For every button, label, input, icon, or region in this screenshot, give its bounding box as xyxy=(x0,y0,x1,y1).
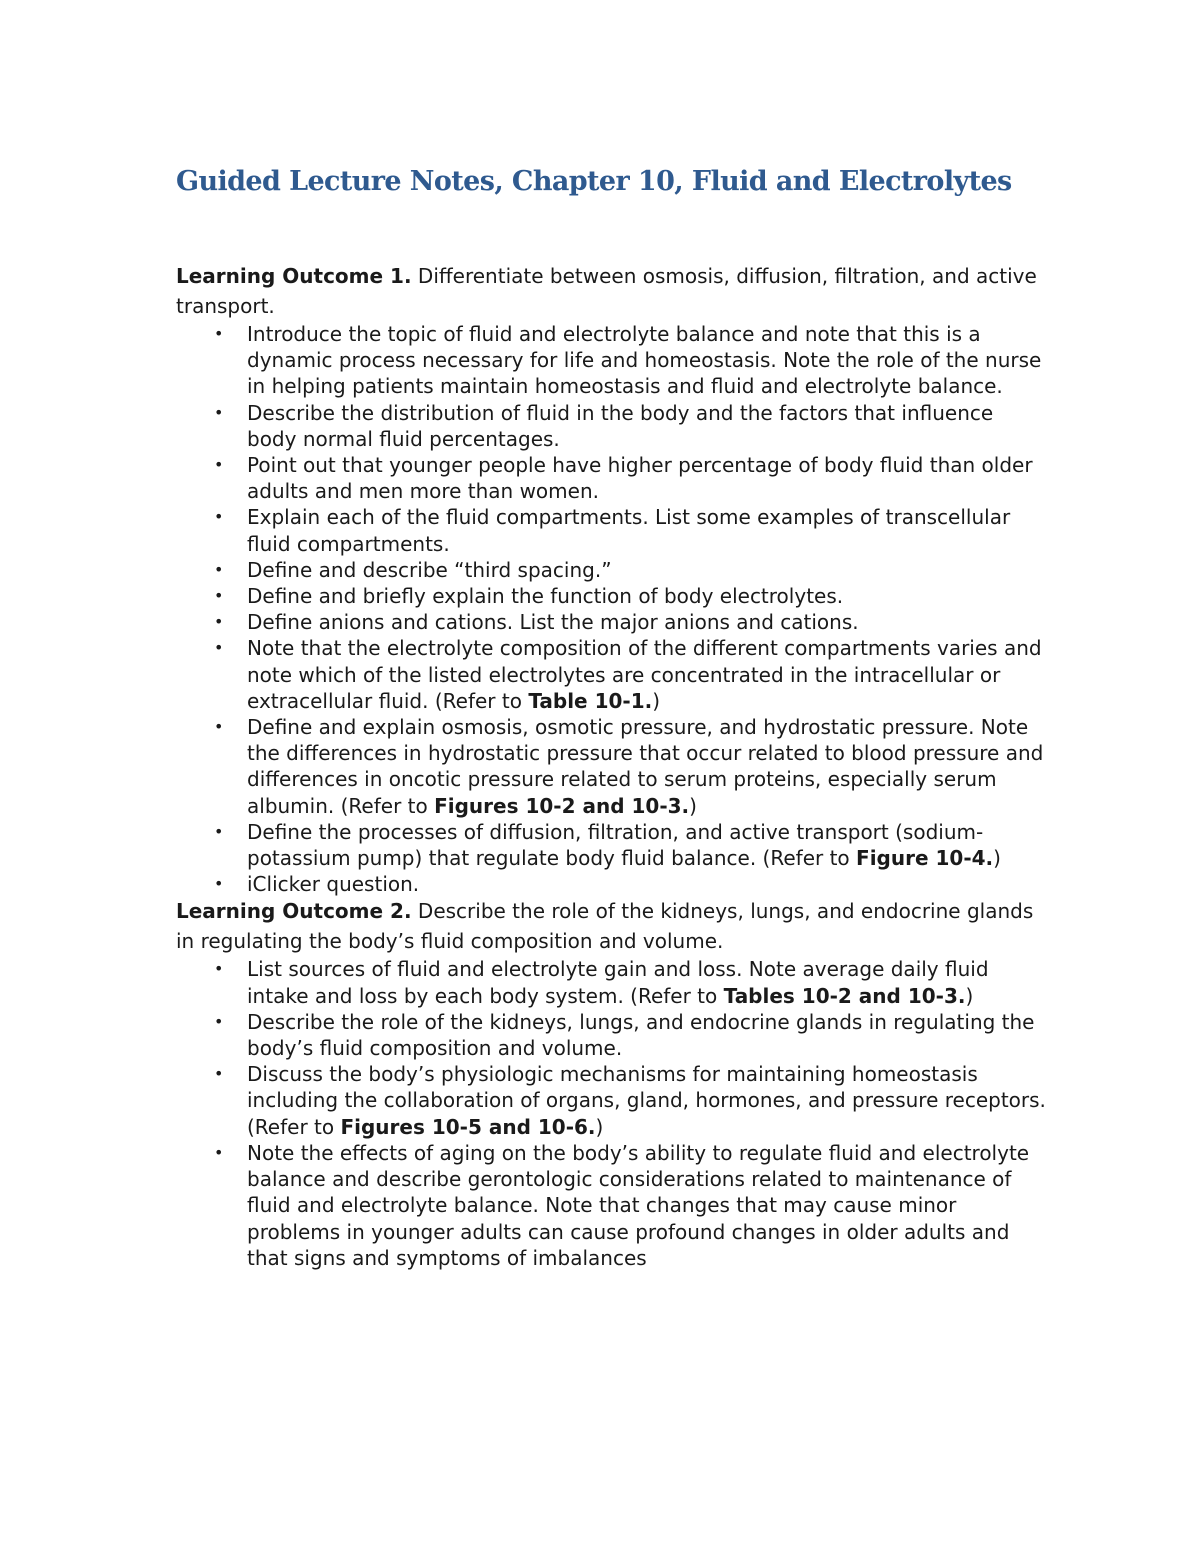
list-item-text: ) xyxy=(689,793,697,818)
list-item xyxy=(214,956,1046,1008)
list-item-text: ) xyxy=(652,688,661,713)
list-item xyxy=(214,1009,1046,1061)
list-item-text: Discuss the body’s physiologic mechanisms for maintaining homeostasis including the collaboration of organs, gland, hormones, and pressure receptors. (Refer to xyxy=(247,1062,1046,1139)
bullet-icon: • xyxy=(214,959,224,979)
learning-outcome-text: Describe the role of the kidneys, lungs, and endocrine glands in regulating the body’s fluid composition and volume. xyxy=(176,899,1034,953)
bullet-icon: • xyxy=(214,324,224,343)
list-item xyxy=(214,714,1046,819)
learning-outcome-1 xyxy=(176,262,1046,321)
list-item xyxy=(214,1061,1046,1140)
bullet-icon: • xyxy=(214,507,224,527)
bullet-icon: • xyxy=(214,612,224,632)
learning-outcome-text: Differentiate between osmosis, diffusion, filtration, and active transport. xyxy=(176,264,1037,318)
list-item xyxy=(214,1140,1046,1271)
list-item-text: Define and explain osmosis, osmotic pressure, and hydrostatic pressure. Note the differences in hydrostatic pressure that occur related to blood pressure and differences in oncotic pressure related to serum proteins, especially serum albumin. (Refer to xyxy=(247,715,1044,818)
list-item xyxy=(214,400,1046,452)
list-item-text: iClicker question. xyxy=(247,872,420,897)
learning-outcome-label: Learning Outcome 2. xyxy=(176,899,412,924)
list-item-text: Define anions and cations. List the major anions and cations. xyxy=(247,610,859,635)
list-item-text: Define the processes of diffusion, filtration, and active transport (sodium-potassium pump) that regulate body fluid balance. (Refer to xyxy=(247,819,984,871)
list-item-text: Define and briefly explain the function of body electrolytes. xyxy=(247,584,844,609)
list-item xyxy=(214,609,1046,635)
list-item xyxy=(214,557,1046,583)
list-item-text: List sources of fluid and electrolyte gain and loss. Note average daily fluid intake and loss by each body system. (Refer to xyxy=(247,957,989,1008)
list-item xyxy=(214,452,1046,504)
figure-reference: Tables 10-2 and 10-3. xyxy=(723,983,966,1008)
bullet-icon: • xyxy=(214,1142,224,1162)
list-item xyxy=(214,321,1046,400)
bullet-icon: • xyxy=(214,874,224,894)
list-item-text: Note the effects of aging on the body’s ability to regulate fluid and electrolyte balance and describe gerontologic considerations related to maintenance of fluid and electrolyte balance. Note that changes that may cause minor problems in younger adults can cause profound changes in older adults and that signs and symptoms of imbalances xyxy=(247,1140,1030,1270)
list-item-text: Point out that younger people have higher percentage of body fluid than older adults and men more than women. xyxy=(247,453,1033,504)
list-item-text: ) xyxy=(965,983,974,1008)
list-item xyxy=(214,504,1046,556)
figure-reference: Figure 10-4. xyxy=(856,846,994,871)
list-item xyxy=(214,819,1046,871)
list-item-text: Define and describe “third spacing.” xyxy=(247,557,612,582)
bullet-list xyxy=(176,956,1046,1270)
bullet-icon: • xyxy=(214,717,224,737)
learning-outcome-2 xyxy=(176,897,1046,956)
list-item-text: Note that the electrolyte composition of the different compartments varies and note which of the listed electrolytes are concentrated in the intracellular or extracellular fluid. (Refer to xyxy=(247,636,1042,713)
list-item-text: ) xyxy=(595,1114,604,1139)
bullet-icon: • xyxy=(214,821,224,841)
bullet-icon: • xyxy=(214,402,224,422)
bullet-icon: • xyxy=(214,1011,224,1031)
bullet-icon: • xyxy=(214,559,224,579)
document-body xyxy=(176,262,1046,1271)
document-title: Guided Lecture Notes, Chapter 10, Fluid and Electrolytes xyxy=(176,166,1012,197)
list-item-text: Describe the role of the kidneys, lungs, and endocrine glands in regulating the body’s fluid composition and volume. xyxy=(247,1009,1035,1061)
bullet-icon: • xyxy=(214,1064,224,1084)
figure-reference: Figures 10-5 and 10-6. xyxy=(340,1114,596,1139)
learning-outcome-label: Learning Outcome 1. xyxy=(176,264,412,288)
bullet-icon: • xyxy=(214,586,224,606)
list-item xyxy=(214,635,1046,714)
list-item-text: Explain each of the fluid compartments. List some examples of transcellular fluid compartments. xyxy=(247,505,1011,556)
figure-reference: Table 10-1. xyxy=(528,688,653,713)
figure-reference: Figures 10-2 and 10-3. xyxy=(434,793,690,818)
list-item-text: Describe the distribution of fluid in the body and the factors that influence body normal fluid percentages. xyxy=(247,400,994,451)
bullet-icon: • xyxy=(214,638,224,658)
bullet-icon: • xyxy=(214,455,224,475)
list-item-text: Introduce the topic of fluid and electrolyte balance and note that this is a dynamic process necessary for life and homeostasis. Note the role of the nurse in helping patients maintain homeostasis and fluid and electrolyte balance. xyxy=(247,322,1042,399)
list-item xyxy=(214,583,1046,609)
bullet-list xyxy=(176,321,1046,897)
list-item xyxy=(214,871,1046,897)
list-item-text: ) xyxy=(993,846,1001,871)
